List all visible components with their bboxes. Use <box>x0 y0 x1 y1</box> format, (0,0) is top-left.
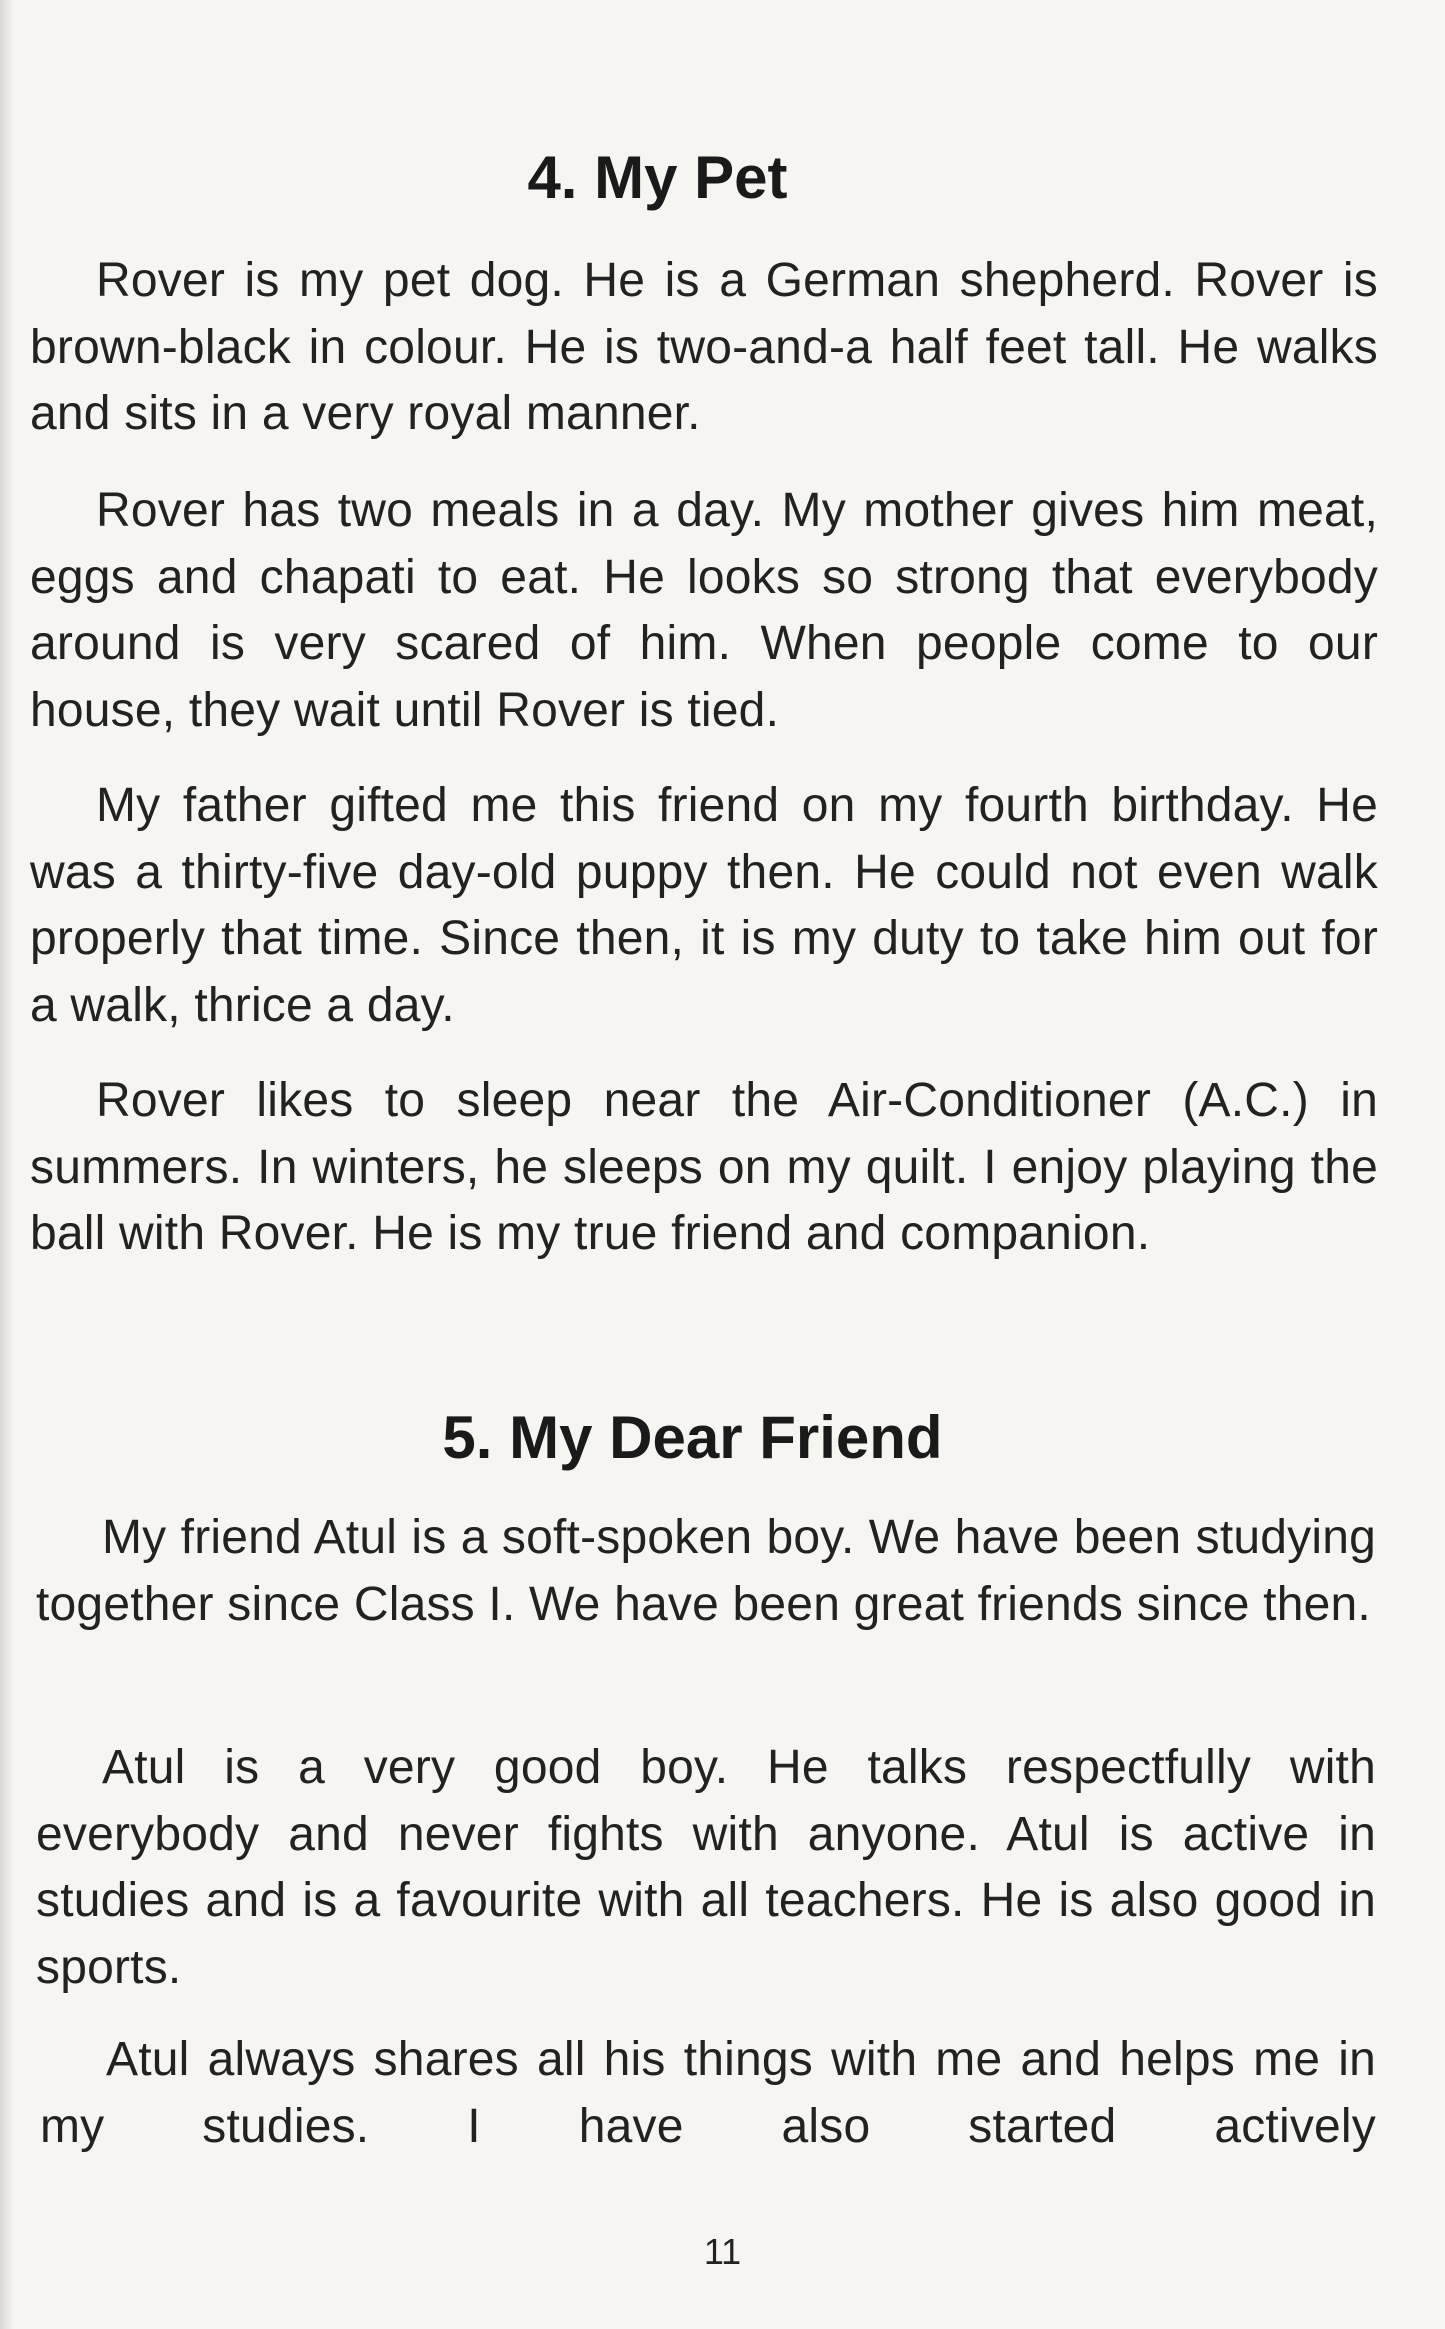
section-title-my-pet: 4. My Pet <box>527 144 788 211</box>
paragraph: Atul always shares all his things with me and helps me in my studies. I have also started actively <box>40 2033 1376 2153</box>
paragraph: Rover is my pet dog. He is a German shepherd. Rover is brown-black in colour. He is two-and-a half feet tall. He walks and sits in a very royal manner. <box>30 254 1378 440</box>
paragraph: My friend Atul is a soft-spoken boy. We have been studying together since Class I. We have been great friends since then. <box>36 1511 1376 1631</box>
page-number: 11 <box>703 2231 742 2272</box>
paragraph: Atul is a very good boy. He talks respectfully with everybody and never fights with anyone. Atul is active in studies and is a favourite with all teachers. He is also good in sports. <box>36 1741 1376 1994</box>
section-title-my-dear-friend: 5. My Dear Friend <box>442 1404 943 1471</box>
paragraph: Rover has two meals in a day. My mother gives him meat, eggs and chapati to eat. He looks so strong that everybody around is very scared of him. When people come to our house, they wait until Rover is tied. <box>30 484 1378 737</box>
page-spine-shadow <box>0 0 14 2329</box>
paragraph: Rover likes to sleep near the Air-Conditioner (A.C.) in summers. In winters, he sleeps on my quilt. I enjoy playing the ball with Rover. He is my true friend and companion. <box>30 1074 1378 1260</box>
paragraph: My father gifted me this friend on my fourth birthday. He was a thirty-five day-old puppy then. He could not even walk properly that time. Since then, it is my duty to take him out for a walk, thrice a day. <box>30 779 1378 1032</box>
